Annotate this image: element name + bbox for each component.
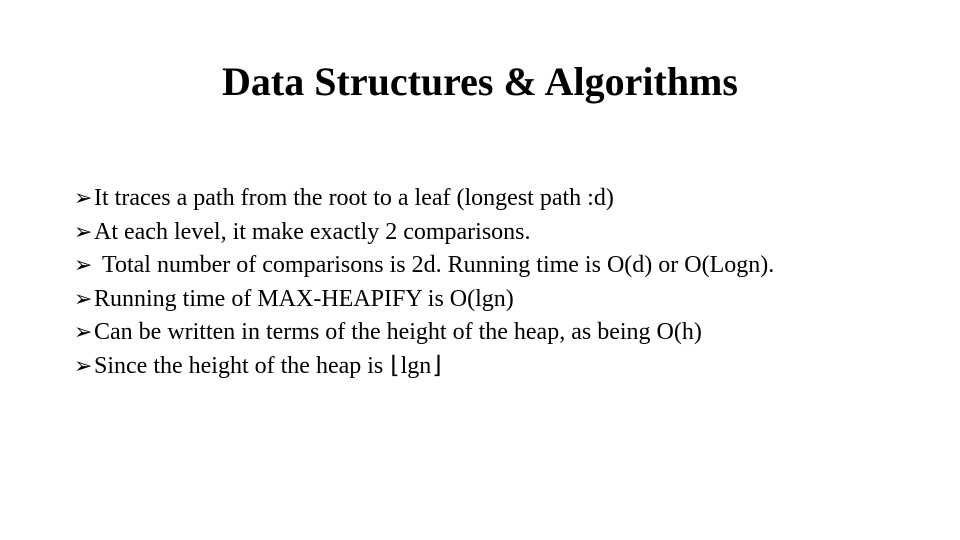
arrowhead-bullet-icon: ➢	[74, 253, 93, 279]
arrowhead-bullet-icon: ➢	[74, 186, 93, 211]
bullet-item	[74, 216, 774, 250]
bullet-text: Can be written in terms of the height of the heap, as being O(h)	[94, 319, 702, 346]
bullet-text: Total number of comparisons is 2d. Running time is O(d) or O(Logn).	[102, 252, 775, 279]
floor-open-icon: ⌊	[390, 350, 400, 379]
bullet-text: At each level, it make exactly 2 comparisons.	[94, 218, 531, 245]
bullet-item	[74, 249, 774, 283]
bullet-item	[74, 350, 774, 384]
bullet-text: It traces a path from the root to a leaf (longest path :d)	[94, 185, 614, 211]
floor-value: lgn	[400, 352, 432, 379]
bullet-list	[74, 182, 774, 384]
arrowhead-bullet-icon: ➢	[74, 286, 93, 312]
floor-close-icon: ⌋	[432, 350, 442, 379]
bullet-item	[74, 182, 774, 216]
slide-title: Data Structures & Algorithms	[222, 59, 738, 104]
arrowhead-bullet-icon: ➢	[74, 320, 93, 346]
bullet-text	[94, 350, 443, 384]
bullet-text: Running time of MAX-HEAPIFY is O(lgn)	[94, 285, 514, 312]
arrowhead-bullet-icon: ➢	[74, 353, 93, 379]
arrowhead-bullet-icon: ➢	[74, 219, 93, 245]
bullet-item	[74, 316, 774, 350]
bullet-text-before: Since the height of the heap is	[94, 352, 390, 379]
bullet-item	[74, 283, 774, 317]
